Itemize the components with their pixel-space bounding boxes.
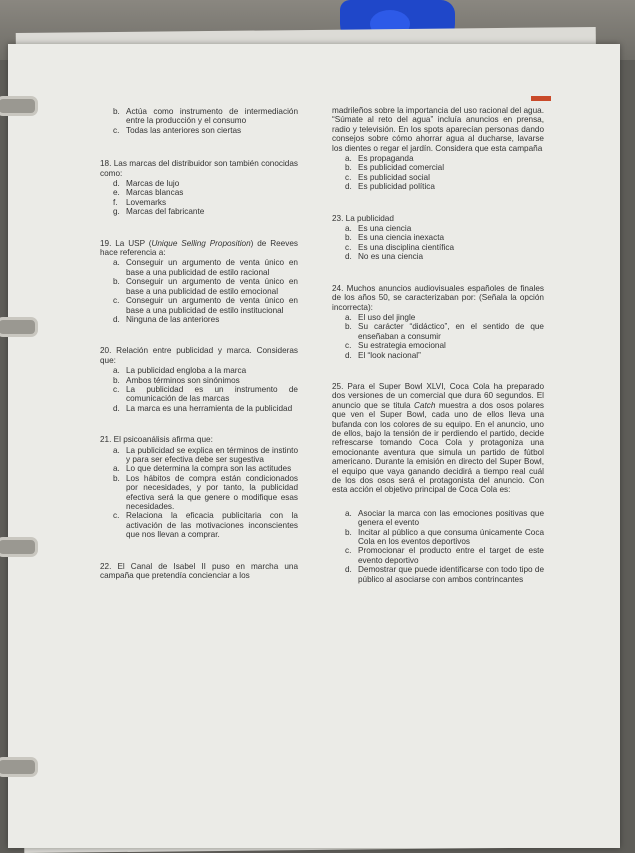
option-letter: f. <box>113 197 118 207</box>
answer-option <box>332 154 544 163</box>
option-letter: d. <box>345 565 352 575</box>
option-text: Incitar al público a que consuma únicamente Coca Cola en los eventos deportivos <box>358 527 544 547</box>
question-17-tail <box>100 107 298 135</box>
option-letter: b. <box>345 527 352 537</box>
option-letter: d. <box>345 252 352 262</box>
binder-ring <box>0 317 38 337</box>
question-stem: 20. Relación entre publicidad y marca. Consideras que: <box>100 346 298 365</box>
option-text: Es una ciencia <box>358 224 412 234</box>
answer-option <box>100 258 298 277</box>
option-letter: c. <box>345 172 352 182</box>
option-text: Todas las anteriores son ciertas <box>126 125 242 135</box>
answer-option <box>100 464 298 473</box>
question-19 <box>100 239 298 325</box>
option-text: No es una ciencia <box>358 252 424 262</box>
option-letter: a. <box>113 258 120 268</box>
option-text: Ambos términos son sinónimos <box>126 375 240 385</box>
option-letter: e. <box>113 188 120 198</box>
option-text: Conseguir un argumento de venta único en base a una publicidad de estilo racional <box>126 258 298 277</box>
answer-option <box>100 376 298 385</box>
option-text: Marcas del fabricante <box>126 207 205 217</box>
option-letter: d. <box>345 350 352 360</box>
question-stem: 18. Las marcas del distribuidor son también conocidas como: <box>100 159 298 178</box>
option-text: Es una ciencia inexacta <box>358 233 445 243</box>
answer-option <box>100 296 298 315</box>
option-text: El “look nacional” <box>358 350 421 360</box>
question-21 <box>100 435 298 539</box>
option-text: Es publicidad política <box>358 182 435 192</box>
answer-option <box>100 385 298 404</box>
option-letter: c. <box>345 242 352 252</box>
option-text: La publicidad se explica en términos de instinto y para ser efectiva debe ser sugestiva <box>126 445 298 464</box>
option-text: Los hábitos de compra están condicionados por necesidades, y por tanto, la publicidad efectiva será la que genere o modifique esas necesidades. <box>126 473 298 511</box>
answer-option <box>100 474 298 512</box>
answer-option <box>100 404 298 413</box>
answer-option <box>100 511 298 539</box>
option-letter: a. <box>345 508 352 518</box>
answer-option <box>332 565 544 584</box>
option-letter: b. <box>113 375 120 385</box>
question-stem: 25. Para el Super Bowl XLVI, Coca Cola ha preparado dos versiones de un comercial que dura 60 segundos. El anuncio que se titula Catch muestra a dos osos polares que ven el Super Bowl, cada uno de ellos lleva una bufanda con los colores de su equipo. En el anuncio, uno de ellos, bajo la tensión de ir perdiendo el partido, decide refrescarse tomando Coca Cola y protagoniza una emocionante aventura que simula un partido de fútbol americano. Durante la emisión en directo del Super Bowl, el equipo que vaya ganando decidirá a tiempo real cuál de los dos osos será el protagonista del anuncio. Con esta acción el objetivo principal de Coca Cola es: <box>332 381 544 495</box>
question-stem: 21. El psicoanálisis afirma que: <box>100 435 213 445</box>
answer-option <box>332 243 544 252</box>
option-letter: b. <box>345 233 352 243</box>
answer-option <box>332 182 544 191</box>
question-20 <box>100 346 298 413</box>
option-text: Conseguir un argumento de venta único en base a una publicidad de estilo emocional <box>126 277 298 296</box>
option-letter: c. <box>113 511 120 521</box>
answer-option <box>100 277 298 296</box>
question-24 <box>332 284 544 360</box>
option-letter: c. <box>113 125 120 135</box>
option-letter: b. <box>345 322 352 332</box>
option-letter: d. <box>113 403 120 413</box>
option-text: La publicidad es un instrumento de comunicación de las marcas <box>126 384 298 404</box>
option-letter: a. <box>345 224 352 234</box>
option-text: Su estrategia emocional <box>358 341 446 351</box>
answer-option <box>332 252 544 261</box>
right-column <box>332 106 544 606</box>
option-text: Es publicidad comercial <box>358 163 445 173</box>
answer-option <box>100 446 298 465</box>
option-letter: c. <box>113 384 120 394</box>
answer-option <box>332 313 544 322</box>
option-letter: d. <box>113 314 120 324</box>
answer-option <box>332 173 544 182</box>
option-text: Asociar la marca con las emociones positivas que genera el evento <box>358 508 544 528</box>
option-letter: c. <box>345 341 352 351</box>
option-text: Es propaganda <box>358 154 414 164</box>
option-text: Su carácter “didáctico”, en el sentido de que enseñaban a consumir <box>358 322 544 341</box>
option-letter: a. <box>345 154 352 164</box>
option-letter: b. <box>113 277 120 287</box>
option-text: Marcas de lujo <box>126 179 180 189</box>
option-letter: c. <box>113 296 120 306</box>
question-25 <box>332 382 544 584</box>
option-letter: g. <box>113 207 120 217</box>
option-text: Conseguir un argumento de venta único en base a una publicidad de estilo institucional <box>126 296 298 315</box>
answer-option <box>100 207 298 216</box>
answer-option <box>332 233 544 242</box>
left-column <box>100 106 298 602</box>
binder-ring <box>0 537 38 557</box>
answer-option <box>100 179 298 188</box>
question-23 <box>332 214 544 262</box>
option-text: Lo que determina la compra son las actitudes <box>126 464 292 474</box>
question-stem: 23. La publicidad <box>332 213 394 223</box>
option-text: Lovemarks <box>126 197 167 207</box>
option-text: Ninguna de las anteriores <box>126 314 220 324</box>
option-letter: b. <box>345 163 352 173</box>
option-letter: b. <box>113 473 120 483</box>
option-text: Es publicidad social <box>358 172 430 182</box>
option-text: La publicidad engloba a la marca <box>126 366 247 376</box>
option-text: El uso del jingle <box>358 312 416 322</box>
option-text: Es una disciplina científica <box>358 242 455 252</box>
option-letter: b. <box>113 107 120 116</box>
exam-page <box>8 44 620 848</box>
question-stem: 22. El Canal de Isabel II puso en marcha una campaña que pretendía concienciar a los <box>100 561 298 581</box>
answer-option <box>100 126 298 135</box>
answer-option <box>332 224 544 233</box>
answer-option <box>100 315 298 324</box>
question-stem: 24. Muchos anuncios audiovisuales españoles de finales de los años 50, se caracterizaban por: (Señala la opción incorrecta): <box>332 283 544 312</box>
option-text: Promocionar el producto entre el target de este evento deportivo <box>358 546 544 565</box>
answer-option <box>100 366 298 375</box>
option-text: Relaciona la eficacia publicitaria con la activación de las motivaciones inconscientes que nos llevan a comprar. <box>126 511 298 540</box>
option-text: Demostrar que puede identificarse con todo tipo de público al asociarse con ambos contrincantes <box>358 565 544 584</box>
option-letter: a. <box>113 445 120 455</box>
option-text: Actúa como instrumento de intermediación entre la producción y el consumo <box>126 107 298 126</box>
answer-option <box>332 528 544 547</box>
binder-ring <box>0 757 38 777</box>
answer-option <box>332 509 544 528</box>
option-letter: a. <box>113 366 120 376</box>
answer-option <box>100 188 298 197</box>
option-letter: a. <box>113 464 120 474</box>
option-letter: d. <box>113 179 120 189</box>
option-letter: c. <box>345 546 352 556</box>
answer-option <box>332 322 544 341</box>
question-stem: madrileños sobre la importancia del uso racional del agua. “Súmate al reto del agua” incluía anuncios en prensa, radio y televisión. En los spots aparecían personas dando consejos sobre cómo ahorrar agua al ducharse, lavarse los dientes o regar el jardín. Considera que esta campaña <box>332 106 544 153</box>
option-text: Marcas blancas <box>126 188 184 198</box>
option-letter: a. <box>345 312 352 322</box>
answer-option <box>332 163 544 172</box>
option-text: La marca es una herramienta de la publicidad <box>126 403 293 413</box>
binder-ring <box>0 96 38 116</box>
question-22-cont <box>332 106 544 192</box>
answer-option <box>100 198 298 207</box>
answer-option <box>332 546 544 565</box>
question-22-start <box>100 562 298 581</box>
question-stem: 19. La USP (Unique Selling Proposition) de Reeves hace referencia a: <box>100 238 298 258</box>
red-tab <box>531 96 551 101</box>
option-letter: d. <box>345 182 352 192</box>
answer-option <box>332 341 544 350</box>
answer-option <box>100 107 298 126</box>
answer-option <box>332 351 544 360</box>
question-18 <box>100 159 298 216</box>
